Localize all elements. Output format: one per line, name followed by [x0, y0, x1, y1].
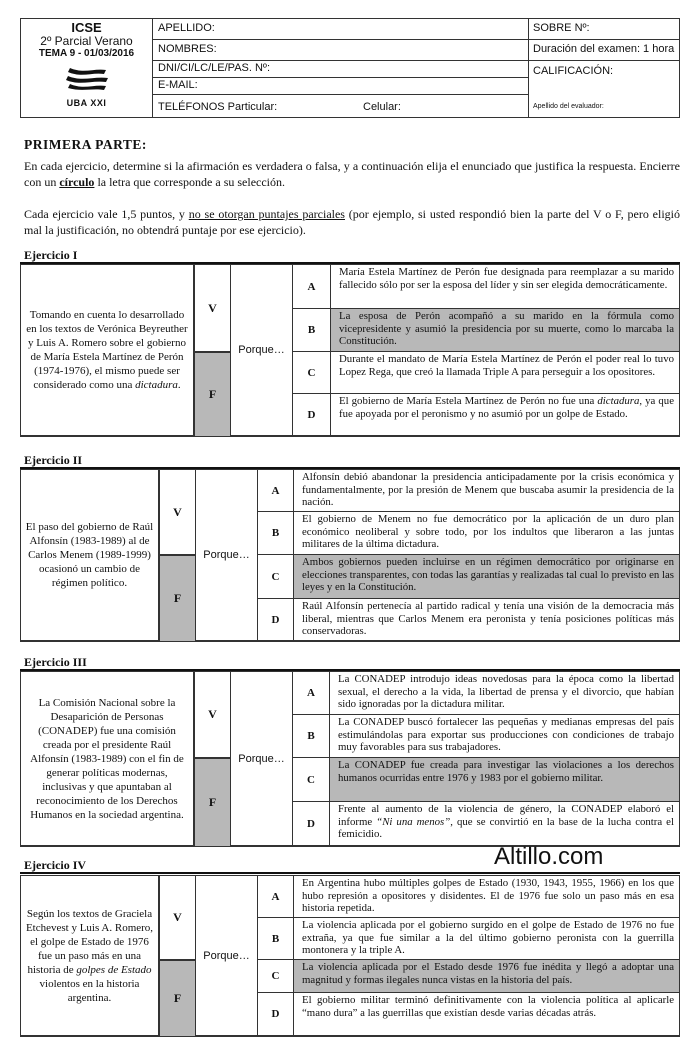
- instructions-emphasis: círculo: [59, 174, 95, 189]
- exercise-2-option-d-text[interactable]: [293, 598, 680, 641]
- exercise-1-option-d-text[interactable]: [330, 393, 680, 436]
- email-field[interactable]: E-MAIL:: [153, 78, 528, 95]
- exercise-3-option-c-text-main: La CONADEP fue creada para investigar las violaciones a los derechos humanos ocurridas entre 1976 y 1983 por el gobierno militar.: [338, 759, 674, 784]
- exercise-4-option-c-text-main: La violencia aplicada por el Estado desde 1976 fue inédita y llegó a adoptar una magnitud y formas ilegales nunca vistas en la historia del país.: [302, 961, 674, 986]
- exercise-4-table: [20, 875, 680, 1037]
- exercise-1-option-d-text-main: El gobierno de María Estela Martínez de Perón no fue una: [339, 395, 598, 407]
- exercise-2-option-b-letter[interactable]: B: [257, 511, 294, 555]
- exercise-4-option-d-text[interactable]: [293, 992, 680, 1036]
- exercise-4-rule: [20, 872, 680, 874]
- exercise-1-true-option[interactable]: V: [194, 264, 231, 352]
- exercise-2-table: [20, 469, 680, 642]
- telefonos-label: TELÉFONOS Particular:: [158, 101, 278, 113]
- exercise-3-option-d-letter[interactable]: D: [292, 801, 330, 846]
- exercise-1-option-d-letter[interactable]: D: [292, 393, 331, 436]
- exercise-2-option-c-text-main: Ambos gobiernos pueden incluirse en un régimen democrático por originarse en elecciones transparentes, con todas las garantías y realizadas tal cual lo previsto en las leyes y en la Constitución.: [302, 556, 674, 594]
- exercise-1-false-option[interactable]: F: [194, 352, 231, 437]
- exercise-4-option-a-text-main: En Argentina hubo múltiples golpes de Estado (1930, 1943, 1955, 1966) en los que hubo represión a opositores y disidentes. El de 1976 fue solo un paso más en esa historia repetida.: [302, 877, 674, 915]
- exercise-2-true-option[interactable]: V: [159, 469, 196, 555]
- exercise-4-option-a-text[interactable]: [293, 875, 680, 918]
- exercise-4-option-b-text-main: La violencia aplicada por el gobierno surgido en el golpe de Estado de 1976 no fue extraña, ya que fue similar a la del último gobierno peronista con la guerrilla montonera y la triple A.: [302, 919, 674, 957]
- exercise-3-statement-wrap: [25, 696, 189, 822]
- uba-logo-icon: [64, 66, 110, 92]
- exercise-3-porque-label: Porque…: [230, 671, 293, 846]
- exercise-1-option-a-text-main: María Estela Martínez de Perón fue designada para reemplazar a su marido fallecido sólo por ser la esposa del líder y sin ser elegida democráticamente.: [339, 266, 674, 291]
- instructions-text-end: la letra que corresponde a su selección.: [94, 174, 286, 189]
- scoring-paragraph: [24, 207, 680, 238]
- exercise-4-statement-text: Según los textos de Graciela Etchevest y Luis A. Romero, el golpe de Estado de 1976 fue un paso más en una historia de: [25, 907, 154, 976]
- exercise-2-option-d-letter[interactable]: D: [257, 598, 294, 641]
- exercise-2-porque-label: Porque…: [195, 469, 258, 641]
- exercise-4-option-b-text[interactable]: [293, 917, 680, 960]
- instructions-paragraph: [24, 159, 680, 190]
- exercise-1-option-a-text[interactable]: [330, 264, 680, 309]
- exercise-1-table: [20, 264, 680, 437]
- exercise-2-option-b-text[interactable]: [293, 511, 680, 555]
- exercise-3-option-d-text[interactable]: [329, 801, 680, 846]
- exercise-1-option-d-text-italic: dictadura: [597, 395, 640, 407]
- exercise-4-true-option[interactable]: V: [159, 875, 196, 960]
- exercise-3-option-a-letter[interactable]: A: [292, 671, 330, 715]
- exercise-1-option-b-letter[interactable]: B: [292, 308, 331, 352]
- exercise-3-option-a-text[interactable]: [329, 671, 680, 715]
- exercise-1-option-b-text[interactable]: [330, 308, 680, 352]
- scoring-text: Cada ejercicio vale 1,5 puntos, y: [24, 207, 189, 221]
- exercise-3-true-option[interactable]: V: [194, 671, 231, 758]
- uba-logo-text: UBA XXI: [66, 98, 107, 108]
- exercise-2-option-c-letter[interactable]: C: [257, 554, 294, 599]
- exercise-1-option-d-text-end: , ya que fue apoyada por el peronismo y no asumió por un golpe de Estado.: [339, 395, 674, 420]
- apellido-field[interactable]: APELLIDO:: [153, 19, 528, 40]
- exercise-3-option-c-text[interactable]: [329, 757, 680, 802]
- exam-admin-fields: [529, 19, 679, 117]
- exercise-4-statement-italic: golpes de Estado: [76, 963, 152, 976]
- exercise-3-title: Ejercicio III: [24, 655, 87, 669]
- exercise-1-statement-text: Tomando en cuenta lo desarrollado en los textos de Verónica Beyreuther y Luis A. Romero sobre el gobierno de María Estela Martínez de Perón (1974-1976), el mismo puede ser considerado como una: [26, 309, 188, 391]
- exercise-3-table: [20, 671, 680, 847]
- sobre-field[interactable]: SOBRE Nº:: [529, 19, 679, 40]
- exercise-4-option-d-text-main: El gobierno militar terminó definitivamente con la violencia política al aplicarle “mano dura” a las guerrillas que existían desde varias décadas atrás.: [302, 994, 674, 1019]
- scoring-text-end: (por ejemplo, si usted respondió bien la parte del V o F, pero eligió mal la justificación, no obtendrá puntaje por ese ejercicio).: [24, 207, 680, 237]
- exercise-1-statement-end: .: [177, 379, 181, 391]
- exercise-1-option-a-letter[interactable]: A: [292, 264, 331, 309]
- exercise-3-option-d-text-main: Frente al aumento de la violencia de género, la CONADEP elaboró el informe: [338, 803, 674, 828]
- exercise-3-statement: [20, 671, 194, 846]
- exercise-2-option-b-text-main: El gobierno de Menem no fue democrático por la aplicación de un duro plan económico neoliberal y sobre todo, por los indultos que liberaron a las juntas militares de la última dictadura.: [302, 513, 674, 551]
- dni-field[interactable]: DNI/CI/LC/LE/PAS. Nº:: [153, 61, 528, 78]
- exercise-4-statement-end: violentos en la historia argentina.: [39, 977, 140, 1004]
- instructions-text: En cada ejercicio, determine si la afirmación es verdadera o falsa, y a continuación elija el enunciado que justifica la respuesta. Encierre con un: [24, 159, 680, 189]
- exercise-1-title: Ejercicio I: [24, 248, 78, 262]
- exercise-4-false-option[interactable]: F: [159, 960, 196, 1037]
- section-title: PRIMERA PARTE:: [24, 137, 147, 152]
- exercise-2-option-a-text[interactable]: [293, 469, 680, 512]
- exercise-1-option-c-letter[interactable]: C: [292, 351, 331, 394]
- exercise-1-statement-wrap: [25, 308, 189, 392]
- student-data-fields: [153, 19, 529, 117]
- duracion-label: Duración del examen: 1 hora: [529, 40, 679, 61]
- exercise-2-statement-wrap: [25, 520, 154, 590]
- exercise-2-title: Ejercicio II: [24, 453, 83, 467]
- exercise-4-option-d-letter[interactable]: D: [257, 992, 294, 1036]
- exercise-2-option-a-text-main: Alfonsín debió abandonar la presidencia anticipadamente por la crisis económica y fundamentalmente, por la presión de Menem que buscaba asumir la presidencia de la nación.: [302, 471, 674, 509]
- exercise-3-option-d-text-italic: “Ni una menos”: [376, 815, 451, 828]
- scoring-emphasis: no se otorgan puntajes parciales: [188, 207, 345, 221]
- exam-name: 2º Parcial Verano: [40, 34, 133, 48]
- exercise-4-option-c-text[interactable]: [293, 959, 680, 993]
- exercise-4-statement-wrap: [25, 907, 154, 1005]
- nombres-field[interactable]: NOMBRES:: [153, 40, 528, 61]
- watermark: Altillo.com: [494, 843, 604, 870]
- exercise-3-false-option[interactable]: F: [194, 758, 231, 847]
- exercise-2-statement: [20, 469, 159, 641]
- calificacion-field[interactable]: CALIFICACIÓN:: [533, 65, 614, 77]
- exercise-2-statement-text: El paso del gobierno de Raúl Alfonsín (1983-1989) al de Carlos Menem (1989-1999) ocasionó un cambio de régimen político.: [25, 521, 154, 589]
- exercise-1-option-c-text[interactable]: [330, 351, 680, 394]
- header-logo-block: [21, 19, 153, 117]
- exercise-2-option-d-text-main: Raúl Alfonsín pertenecía al partido radical y tenía una visión de la democracia más liberal, mientras que Carlos Menem era peronista y tenía posiciones políticas más conservadoras.: [302, 600, 674, 638]
- course-name: ICSE: [71, 20, 102, 35]
- evaluador-field[interactable]: Apellido del evaluador:: [533, 103, 604, 110]
- exercise-2-false-option[interactable]: F: [159, 555, 196, 642]
- exercise-4-statement: [20, 875, 159, 1036]
- exam-header: [20, 18, 680, 118]
- exercise-1-statement-italic: dictadura: [135, 379, 178, 391]
- exercise-1-option-b-text-main: La esposa de Perón acompañó a su marido en la fórmula como vicepresidente y asumió la presidencia por su muerte, como lo marcaba la Constitución.: [339, 310, 674, 348]
- celular-label: Celular:: [363, 101, 401, 113]
- exercise-1-option-c-text-main: Durante el mandato de María Estela Martínez de Perón el poder real lo tuvo Lopez Rega, que creó la llamada Triple A para perseguir a los opositores.: [339, 353, 674, 378]
- exercise-3-option-b-text-main: La CONADEP buscó fortalecer las pequeñas y medianas empresas del país estimulándolas para exportar sus producciones con condiciones de trabajo muy favorables para sus trabajadores.: [338, 716, 674, 754]
- telefonos-field[interactable]: [153, 95, 528, 119]
- exercise-3-statement-text: La Comisión Nacional sobre la Desaparición de Personas (CONADEP) fue una comisión creada por el presidente Raúl Alfonsín (1983-1989) con el fin de generar políticas modernas, inclusivas y que apuntaban al reconocimiento de los Derechos Humanos en la sociedad argentina.: [30, 696, 184, 821]
- exercise-3-option-d-text-end: , que se convirtió en la base de la lucha contra el femicidio.: [338, 815, 674, 841]
- exercise-2-option-a-letter[interactable]: A: [257, 469, 294, 512]
- exercise-4-option-b-letter[interactable]: B: [257, 917, 294, 960]
- exercise-1-porque-label: Porque…: [230, 264, 293, 436]
- exercise-1-statement: [20, 264, 194, 436]
- exercise-3-option-a-text-main: La CONADEP introdujo ideas novedosas para la época como la libertad sexual, el derecho a la vida, la libertad de prensa y el divorcio, que habían sido ignoradas por la dictadura militar.: [338, 673, 674, 711]
- exercise-4-title: Ejercicio IV: [24, 858, 87, 872]
- exercise-3-option-b-text[interactable]: [329, 714, 680, 758]
- exercise-3-option-c-letter[interactable]: C: [292, 757, 330, 802]
- exercise-2-option-c-text[interactable]: [293, 554, 680, 599]
- exercise-3-option-b-letter[interactable]: B: [292, 714, 330, 758]
- exercise-4-option-a-letter[interactable]: A: [257, 875, 294, 918]
- exam-tema: TEMA 9 - 01/03/2016: [38, 48, 135, 59]
- exercise-4-option-c-letter[interactable]: C: [257, 959, 294, 993]
- exercise-4-porque-label: Porque…: [195, 875, 258, 1036]
